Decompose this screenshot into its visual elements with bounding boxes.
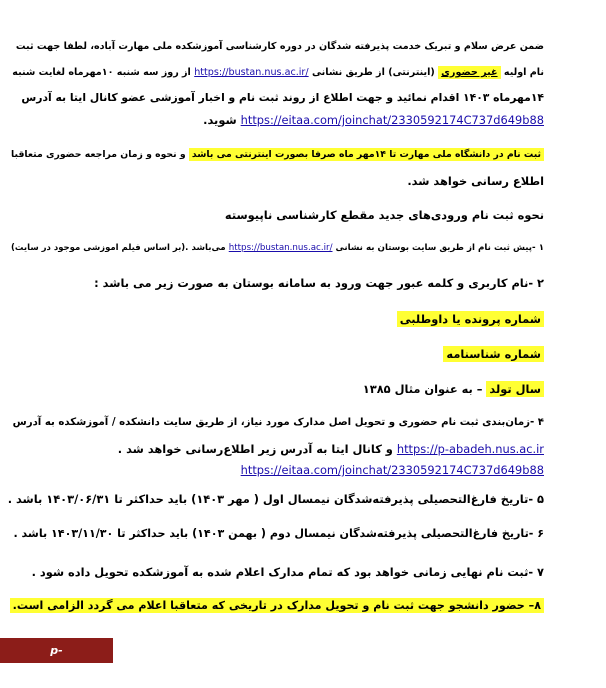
field-id-number-text: شماره شناسنامه: [443, 346, 544, 362]
section-heading: [225, 206, 544, 224]
bustan-link[interactable]: https://bustan.nus.ac.ir/: [194, 67, 309, 78]
item-2-text: ۲ -نام کاربری و کلمه عبور جهت ورود به سامانه بوستان به صورت زیر می باشد :: [94, 276, 544, 290]
online-registration-highlight: ثبت نام در دانشگاه ملی مهارت تا ۱۴مهر ماه صرفا بصورت اینترنتی می باشد: [189, 148, 544, 161]
eitaa-link[interactable]: https://eitaa.com/joinchat/2330592174C737d649b88: [240, 113, 544, 127]
item-7: [32, 563, 544, 581]
eitaa-link-2[interactable]: https://eitaa.com/joinchat/2330592174C737d649b88: [240, 463, 544, 477]
p1-line2-mid: (اینترنتی) از طریق نشانی: [311, 67, 435, 78]
p2-line2-text: اطلاع رسانی خواهد شد.: [407, 174, 544, 188]
item-6: [13, 525, 544, 543]
item-8: [10, 597, 544, 615]
p1-line4: [203, 111, 544, 129]
p1-line3-text: ۱۴مهرماه ۱۴۰۳ اقدام نمائید و جهت اطلاع از روند ثبت نام و اخبار آموزشی عضو کانال ایتا به آدرس: [21, 91, 544, 104]
item-5-text: ۵ -تاریخ فارغ‌التحصیلی پذیرفته‌شدگان نیمسال اول ( مهر ۱۴۰۳) باید حداکثر تا ۱۴۰۳/۰۶/۳۱ باشد .: [7, 492, 544, 506]
p2-line1-end: و نحوه و زمان مراجعه حضوری متعاقبا: [11, 149, 186, 160]
item-4-text: ۴ -زمان‌بندی ثبت نام حضوری و تحویل اصل مدارک مورد نیاز، از طریق سایت دانشکده / آموزشکده به آدرس: [12, 417, 544, 428]
field-birth-year: [363, 380, 544, 398]
item-1-note: .(بر اساس فیلم اموزشی موجود در سایت): [11, 243, 189, 253]
p2-line1: [11, 146, 544, 164]
field-file-number-text: شماره پرونده یا داوطلبی: [397, 311, 544, 327]
non-attendance-highlight: غیر حضوری: [438, 66, 500, 79]
birth-year-highlight: سال تولد: [486, 381, 544, 397]
site-watermark-text: p-abadeh.nus.ac.ir: [4, 644, 109, 682]
item-5: [8, 490, 544, 508]
p1-line2-start: نام اولیه: [503, 67, 544, 78]
section-heading-text: نحوه ثبت نام ورودی‌های جدید مقطع کارشناسی ناپیوسته: [224, 208, 544, 222]
item-4-line2-end: و کانال ایتا به آدرس زیر اطلاع‌رسانی خواهد شد .: [117, 442, 393, 456]
p2-line2: [407, 172, 544, 190]
item-6-text: ۶ -تاریخ فارغ‌التحصیلی پذیرفته‌شدگان نیمسال دوم ( بهمن ۱۴۰۳) باید حداکثر تا ۱۴۰۳/۱۱/۳۰ باشد .: [13, 527, 544, 540]
field-file-number: [397, 310, 544, 328]
abadeh-site-link[interactable]: https://p-abadeh.nus.ac.ir: [396, 442, 544, 456]
item-1-verb: می‌باشد: [191, 243, 226, 253]
item-1: [11, 239, 544, 257]
p1-line1-text: ضمن عرض سلام و تبریک خدمت پذیرفته شدگان در دوره کارشناسی آموزشکده ملی مهارت آباده، لطفا جهت ثبت: [15, 41, 544, 52]
item-7-text: ۷ -ثبت نام نهایی زمانی خواهد بود که تمام مدارک اعلام شده به آموزشکده تحویل داده شود .: [31, 565, 544, 579]
item-2: [94, 274, 544, 292]
item-1-text: ۱ -پیش ثبت نام از طریق سایت بوستان به نشانی: [335, 243, 544, 253]
birth-year-example: – به عنوان مثال ۱۳۸۵: [362, 382, 483, 396]
site-watermark-badge: [0, 638, 113, 682]
p1-line2-end: از روز سه شنبه ۱۰مهرماه لغایت شنبه: [12, 67, 191, 78]
p1-line3: [21, 89, 544, 107]
item-4-line1: [13, 414, 544, 432]
bustan-link-2[interactable]: https://bustan.nus.ac.ir/: [228, 243, 333, 253]
p1-line4-end: شوید.: [203, 113, 237, 127]
item-4-line2: [118, 440, 544, 458]
item-4-line3: [241, 461, 544, 479]
p1-line2: [12, 64, 544, 82]
p1-line1: [16, 38, 544, 56]
item-8-highlight: ۸– حضور دانشجو جهت ثبت نام و تحویل مدارک در تاریخی که متعاقبا اعلام می گردد الزامی است.: [10, 598, 544, 613]
field-id-number: [443, 345, 544, 363]
